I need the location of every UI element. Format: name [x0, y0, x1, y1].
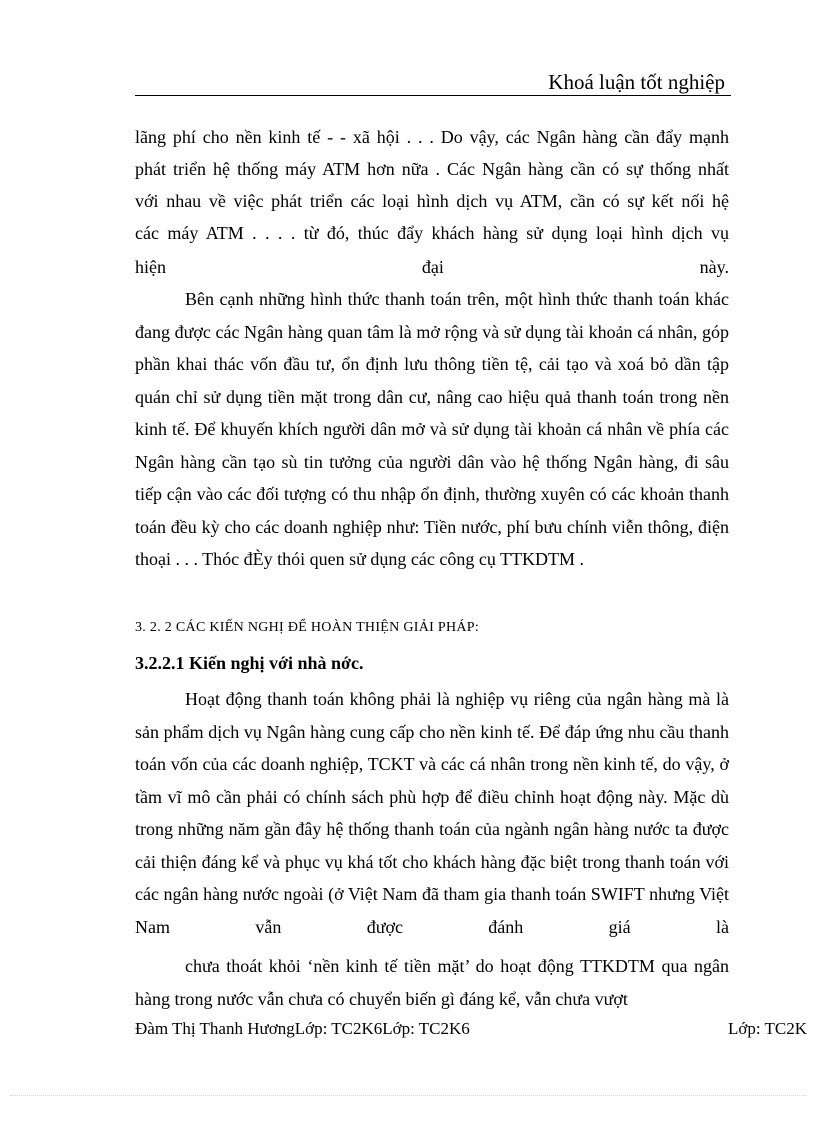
paragraph-1-line-5: hiện đại này. — [135, 257, 729, 277]
page-header-title: Khoá luận tốt nghiệp — [548, 70, 725, 94]
section-heading: 3. 2. 2 CÁC KIẾN NGHỊ ĐỂ HOÀN THIỆN GIẢI PHÁP: — [135, 620, 480, 635]
page-break-dotted-line — [10, 1095, 806, 1096]
footer-class-label: Lớp: TC2K — [728, 1019, 808, 1038]
paragraph-1-line-2: phát triển hệ thống máy ATM hơn nữa . Các Ngân hàng cần có sự thống nhất — [135, 159, 729, 179]
subsection-heading: 3.2.2.1 Kiến nghị với nhà nớc. — [135, 653, 364, 673]
paragraph-3: Hoạt động thanh toán không phải là nghiệp vụ riêng của ngân hàng mà là sản phẩm dịch vụ Ngân hàng cung cấp cho nền kinh tế. Để đáp ứng nhu cầu thanh toán vốn của các doanh nghiệp, TCKT và các cá nhân trong nền kinh tế, do vậy, ở tầm vĩ mô cần phải có chính sách phù hợp để điều chỉnh hoạt động này. Mặc dù trong những năm gần đây hệ thống thanh toán của ngành ngân hàng nước ta được cải thiện đáng kể và phục vụ khá tốt cho khách hàng đặc biệt trong thanh toán với các ngân hàng nước ngoài (ở Việt Nam đã tham gia thanh toán SWIFT nhưng Việt Nam vẫn được đánh giá là — [135, 689, 729, 937]
footer-author-class: Đàm Thị Thanh HươngLớp: TC2K6Lớp: TC2K6 — [135, 1019, 470, 1038]
paragraph-4: chưa thoát khỏi ‘nền kinh tế tiền mặt’ do hoạt động TTKDTM qua ngân hàng trong nước vẫn chưa có chuyển biến gì đáng kể, vẫn chưa vượt — [135, 956, 729, 1009]
paragraph-2: Bên cạnh những hình thức thanh toán trên, một hình thức thanh toán khác đang được các Ngân hàng quan tâm là mở rộng và sử dụng tài khoản cá nhân, góp phần khai thác vốn đầu tư, ổn định lưu thông tiền tệ, cải tạo và xoá bỏ dần tập quán chỉ sử dụng tiền mặt trong dân cư, nâng cao hiệu quả thanh toán trong nền kinh tế. Để khuyến khích người dân mở và sử dụng tài khoản cá nhân về phía các Ngân hàng cần tạo sù tin tưởng của người dân vào hệ thống Ngân hàng, đi sâu tiếp cận vào các đối tượng có thu nhập ổn định, thường xuyên có các khoản thanh toán đều kỳ cho các doanh nghiệp như: Tiền nước, phí bưu chính viễn thông, điện thoại . . . Thóc đÈy thói quen sử dụng các công cụ TTKDTM . — [135, 289, 729, 569]
paragraph-1-line-3: với nhau về việc phát triển các loại hình dịch vụ ATM, cần có sự kết nối hệ — [135, 191, 729, 211]
paragraph-1-line-4: các máy ATM . . . . từ đó, thúc đẩy khách hàng sử dụng loại hình dịch vụ — [135, 223, 729, 243]
paragraph-1-line-1: lãng phí cho nền kinh tế - - xã hội . . . Do vậy, các Ngân hàng cần đẩy mạnh — [135, 127, 729, 147]
header-rule — [135, 95, 731, 96]
